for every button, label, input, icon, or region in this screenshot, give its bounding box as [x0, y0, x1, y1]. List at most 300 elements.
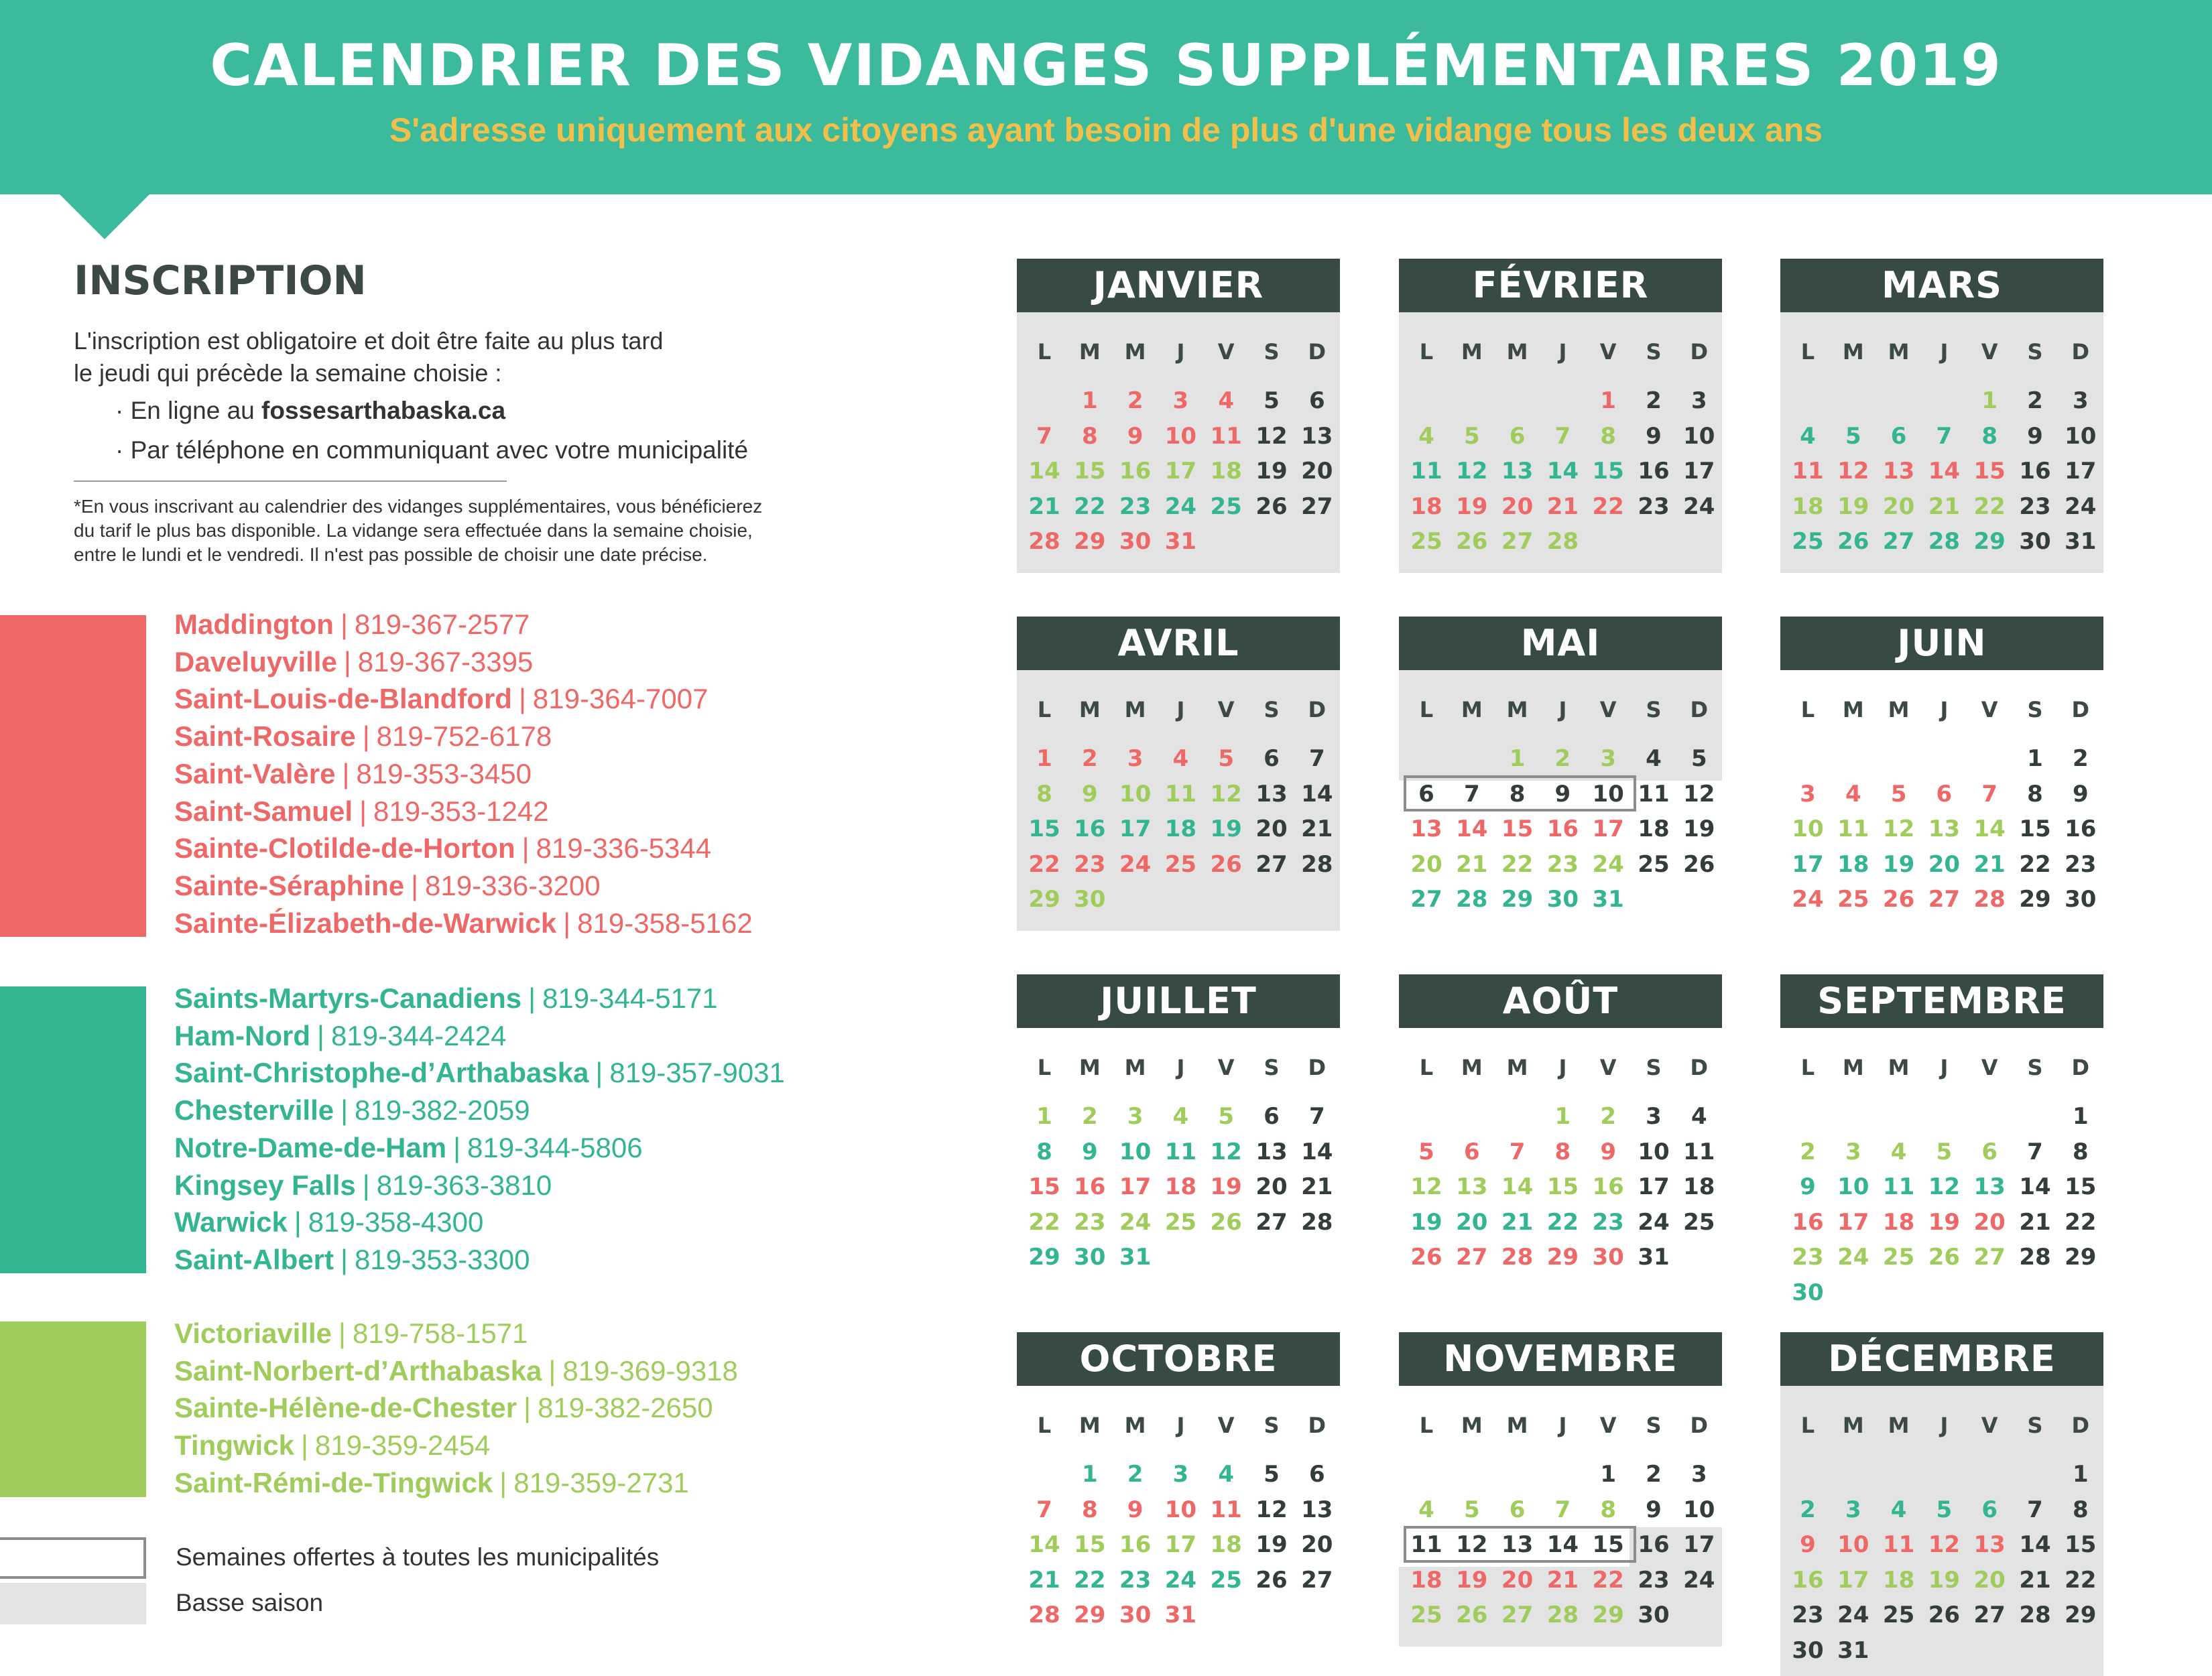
day-cell[interactable]: 16 [1792, 1208, 1824, 1236]
day-cell[interactable]: 1 [2072, 1461, 2089, 1488]
day-cell[interactable]: 19 [1255, 1531, 1288, 1559]
day-cell[interactable]: 6 [1308, 1461, 1325, 1488]
day-cell[interactable]: 9 [1646, 422, 1662, 450]
day-cell[interactable]: 2 [1646, 387, 1662, 414]
day-cell[interactable]: 13 [1928, 816, 1961, 843]
day-cell[interactable]: 16 [1638, 1531, 1670, 1559]
day-cell[interactable]: 19 [1255, 458, 1288, 485]
day-cell[interactable]: 22 [2065, 1208, 2097, 1236]
day-cell[interactable]: 1 [1554, 1103, 1571, 1130]
day-cell[interactable]: 24 [1164, 493, 1197, 520]
day-cell[interactable]: 7 [1554, 422, 1571, 450]
day-cell[interactable]: 26 [1683, 850, 1715, 878]
day-cell[interactable]: 11 [1410, 458, 1442, 485]
day-cell[interactable]: 9 [1800, 1173, 1816, 1201]
day-cell[interactable]: 28 [1973, 886, 2006, 913]
day-cell[interactable]: 3 [1691, 387, 1707, 414]
day-cell[interactable]: 9 [1554, 780, 1571, 808]
day-cell[interactable]: 17 [1119, 816, 1152, 843]
day-cell[interactable]: 11 [1410, 1531, 1442, 1559]
day-cell[interactable]: 17 [1683, 1531, 1715, 1559]
day-cell[interactable]: 31 [1837, 1637, 1869, 1664]
day-cell[interactable]: 19 [1928, 1566, 1961, 1594]
day-cell[interactable]: 4 [1218, 1461, 1235, 1488]
day-cell[interactable]: 10 [1837, 1173, 1869, 1201]
day-cell[interactable]: 4 [1691, 1103, 1707, 1130]
day-cell[interactable]: 1 [1600, 387, 1617, 414]
day-cell[interactable]: 17 [1837, 1208, 1869, 1236]
day-cell[interactable]: 23 [1119, 1566, 1152, 1594]
day-cell[interactable]: 2 [1554, 745, 1571, 772]
day-cell[interactable]: 27 [1301, 1566, 1333, 1594]
day-cell[interactable]: 8 [1981, 422, 1998, 450]
day-cell[interactable]: 7 [1036, 422, 1052, 450]
day-cell[interactable]: 16 [1119, 1531, 1152, 1559]
day-cell[interactable]: 11 [1882, 1173, 1915, 1201]
day-cell[interactable]: 4 [1890, 1138, 1907, 1165]
day-cell[interactable]: 31 [1119, 1244, 1152, 1271]
day-cell[interactable]: 1 [1981, 387, 1998, 414]
day-cell[interactable]: 5 [1264, 387, 1280, 414]
day-cell[interactable]: 15 [1074, 458, 1106, 485]
day-cell[interactable]: 15 [1074, 1531, 1106, 1559]
day-cell[interactable]: 26 [1882, 886, 1915, 913]
day-cell[interactable]: 21 [2019, 1566, 2051, 1594]
day-cell[interactable]: 4 [1172, 745, 1189, 772]
day-cell[interactable]: 14 [1546, 1531, 1579, 1559]
day-cell[interactable]: 27 [1255, 1208, 1288, 1236]
day-cell[interactable]: 12 [1928, 1173, 1961, 1201]
day-cell[interactable]: 2 [2072, 745, 2089, 772]
day-cell[interactable]: 2 [1127, 387, 1144, 414]
day-cell[interactable]: 1 [2027, 745, 2043, 772]
day-cell[interactable]: 18 [1882, 1208, 1915, 1236]
day-cell[interactable]: 14 [1301, 780, 1333, 808]
day-cell[interactable]: 13 [1255, 780, 1288, 808]
day-cell[interactable]: 28 [1456, 886, 1488, 913]
day-cell[interactable]: 21 [1456, 850, 1488, 878]
day-cell[interactable]: 18 [1882, 1566, 1915, 1594]
day-cell[interactable]: 17 [1837, 1566, 1869, 1594]
day-cell[interactable]: 20 [1501, 1566, 1534, 1594]
day-cell[interactable]: 6 [1981, 1496, 1998, 1523]
day-cell[interactable]: 12 [1928, 1531, 1961, 1559]
day-cell[interactable]: 23 [1546, 850, 1579, 878]
municipality-phone[interactable]: 819-367-2577 [354, 608, 530, 640]
day-cell[interactable]: 17 [1638, 1173, 1670, 1201]
day-cell[interactable]: 20 [1928, 850, 1961, 878]
day-cell[interactable]: 17 [1119, 1173, 1152, 1201]
day-cell[interactable]: 8 [1600, 422, 1617, 450]
day-cell[interactable]: 29 [1028, 886, 1060, 913]
day-cell[interactable]: 29 [1074, 1602, 1106, 1629]
day-cell[interactable]: 5 [1463, 422, 1480, 450]
day-cell[interactable]: 24 [1683, 493, 1715, 520]
day-cell[interactable]: 28 [1501, 1244, 1534, 1271]
day-cell[interactable]: 4 [1172, 1103, 1189, 1130]
day-cell[interactable]: 7 [1936, 422, 1953, 450]
day-cell[interactable]: 28 [1028, 1602, 1060, 1629]
day-cell[interactable]: 28 [1301, 1208, 1333, 1236]
day-cell[interactable]: 4 [1218, 387, 1235, 414]
day-cell[interactable]: 7 [2027, 1496, 2043, 1523]
day-cell[interactable]: 21 [1546, 1566, 1579, 1594]
day-cell[interactable]: 9 [1081, 780, 1098, 808]
day-cell[interactable]: 18 [1164, 1173, 1197, 1201]
day-cell[interactable]: 13 [1973, 1173, 2006, 1201]
day-cell[interactable]: 29 [1546, 1244, 1579, 1271]
day-cell[interactable]: 15 [2019, 816, 2051, 843]
day-cell[interactable]: 14 [2019, 1531, 2051, 1559]
day-cell[interactable]: 2 [1127, 1461, 1144, 1488]
day-cell[interactable]: 20 [1255, 1173, 1288, 1201]
day-cell[interactable]: 31 [2065, 528, 2097, 556]
day-cell[interactable]: 28 [1546, 1602, 1579, 1629]
day-cell[interactable]: 10 [1638, 1138, 1670, 1165]
day-cell[interactable]: 19 [1882, 850, 1915, 878]
municipality-phone[interactable]: 819-752-6178 [376, 720, 552, 753]
municipality-phone[interactable]: 819-363-3810 [376, 1169, 552, 1201]
day-cell[interactable]: 8 [1554, 1138, 1571, 1165]
day-cell[interactable]: 14 [1456, 816, 1488, 843]
day-cell[interactable]: 1 [1081, 1461, 1098, 1488]
day-cell[interactable]: 21 [1973, 850, 2006, 878]
day-cell[interactable]: 30 [1546, 886, 1579, 913]
day-cell[interactable]: 20 [1410, 850, 1442, 878]
day-cell[interactable]: 27 [1973, 1602, 2006, 1629]
day-cell[interactable]: 30 [1638, 1602, 1670, 1629]
day-cell[interactable]: 14 [1501, 1173, 1534, 1201]
day-cell[interactable]: 1 [1509, 745, 1526, 772]
day-cell[interactable]: 6 [1890, 422, 1907, 450]
day-cell[interactable]: 2 [1800, 1496, 1816, 1523]
day-cell[interactable]: 10 [1683, 1496, 1715, 1523]
day-cell[interactable]: 7 [2027, 1138, 2043, 1165]
day-cell[interactable]: 5 [1890, 780, 1907, 808]
day-cell[interactable]: 9 [1127, 1496, 1144, 1523]
day-cell[interactable]: 20 [1501, 493, 1534, 520]
municipality-phone[interactable]: 819-359-2731 [513, 1466, 689, 1498]
day-cell[interactable]: 16 [1074, 816, 1106, 843]
day-cell[interactable]: 18 [1210, 458, 1242, 485]
day-cell[interactable]: 4 [1418, 422, 1434, 450]
day-cell[interactable]: 27 [1973, 1244, 2006, 1271]
day-cell[interactable]: 1 [2072, 1103, 2089, 1130]
day-cell[interactable]: 25 [1410, 1602, 1442, 1629]
day-cell[interactable]: 10 [1837, 1531, 1869, 1559]
day-cell[interactable]: 30 [2065, 886, 2097, 913]
day-cell[interactable]: 24 [1837, 1602, 1869, 1629]
day-cell[interactable]: 3 [1172, 387, 1189, 414]
day-cell[interactable]: 9 [2072, 780, 2089, 808]
day-cell[interactable]: 30 [1074, 886, 1106, 913]
day-cell[interactable]: 29 [2019, 886, 2051, 913]
day-cell[interactable]: 13 [1973, 1531, 2006, 1559]
day-cell[interactable]: 17 [1164, 1531, 1197, 1559]
day-cell[interactable]: 11 [1210, 422, 1242, 450]
day-cell[interactable]: 18 [1792, 493, 1824, 520]
day-cell[interactable]: 15 [2065, 1173, 2097, 1201]
day-cell[interactable]: 10 [1164, 422, 1197, 450]
day-cell[interactable]: 15 [1592, 1531, 1624, 1559]
day-cell[interactable]: 1 [1036, 745, 1052, 772]
day-cell[interactable]: 26 [1456, 1602, 1488, 1629]
day-cell[interactable]: 25 [1792, 528, 1824, 556]
municipality-phone[interactable]: 819-358-4300 [308, 1206, 484, 1238]
day-cell[interactable]: 27 [1255, 850, 1288, 878]
day-cell[interactable]: 13 [1501, 1531, 1534, 1559]
day-cell[interactable]: 14 [1028, 458, 1060, 485]
day-cell[interactable]: 27 [1301, 493, 1333, 520]
day-cell[interactable]: 17 [1792, 850, 1824, 878]
day-cell[interactable]: 4 [1418, 1496, 1434, 1523]
day-cell[interactable]: 27 [1410, 886, 1442, 913]
day-cell[interactable]: 3 [1845, 1138, 1861, 1165]
day-cell[interactable]: 5 [1691, 745, 1707, 772]
day-cell[interactable]: 21 [1928, 493, 1961, 520]
day-cell[interactable]: 24 [1592, 850, 1624, 878]
day-cell[interactable]: 13 [1501, 458, 1534, 485]
day-cell[interactable]: 27 [1501, 1602, 1534, 1629]
day-cell[interactable]: 18 [1410, 493, 1442, 520]
day-cell[interactable]: 29 [1592, 1602, 1624, 1629]
day-cell[interactable]: 23 [2019, 493, 2051, 520]
day-cell[interactable]: 22 [1028, 850, 1060, 878]
day-cell[interactable]: 26 [1255, 493, 1288, 520]
day-cell[interactable]: 2 [1081, 745, 1098, 772]
day-cell[interactable]: 22 [1592, 1566, 1624, 1594]
day-cell[interactable]: 23 [2065, 850, 2097, 878]
day-cell[interactable]: 31 [1164, 1602, 1197, 1629]
day-cell[interactable]: 30 [1592, 1244, 1624, 1271]
day-cell[interactable]: 13 [1301, 1496, 1333, 1523]
municipality-phone[interactable]: 819-344-5171 [542, 982, 718, 1014]
municipality-phone[interactable]: 819-353-3300 [354, 1243, 530, 1275]
day-cell[interactable]: 23 [1074, 850, 1106, 878]
day-cell[interactable]: 23 [1792, 1602, 1824, 1629]
day-cell[interactable]: 8 [2072, 1496, 2089, 1523]
day-cell[interactable]: 6 [1308, 387, 1325, 414]
day-cell[interactable]: 9 [1081, 1138, 1098, 1165]
day-cell[interactable]: 31 [1164, 528, 1197, 556]
day-cell[interactable]: 13 [1882, 458, 1915, 485]
day-cell[interactable]: 12 [1882, 816, 1915, 843]
day-cell[interactable]: 23 [1638, 493, 1670, 520]
day-cell[interactable]: 20 [1255, 816, 1288, 843]
day-cell[interactable]: 10 [1592, 780, 1624, 808]
day-cell[interactable]: 23 [1119, 493, 1152, 520]
day-cell[interactable]: 13 [1301, 422, 1333, 450]
day-cell[interactable]: 29 [1074, 528, 1106, 556]
day-cell[interactable]: 8 [1036, 1138, 1052, 1165]
day-cell[interactable]: 24 [2065, 493, 2097, 520]
day-cell[interactable]: 9 [2027, 422, 2043, 450]
day-cell[interactable]: 25 [1164, 850, 1197, 878]
day-cell[interactable]: 22 [1074, 493, 1106, 520]
day-cell[interactable]: 2 [2027, 387, 2043, 414]
day-cell[interactable]: 3 [1172, 1461, 1189, 1488]
day-cell[interactable]: 30 [1119, 528, 1152, 556]
day-cell[interactable]: 25 [1164, 1208, 1197, 1236]
day-cell[interactable]: 13 [1255, 1138, 1288, 1165]
day-cell[interactable]: 3 [1800, 780, 1816, 808]
day-cell[interactable]: 5 [1936, 1138, 1953, 1165]
day-cell[interactable]: 2 [1081, 1103, 1098, 1130]
day-cell[interactable]: 15 [1501, 816, 1534, 843]
day-cell[interactable]: 22 [2065, 1566, 2097, 1594]
day-cell[interactable]: 30 [1792, 1637, 1824, 1664]
day-cell[interactable]: 26 [1255, 1566, 1288, 1594]
day-cell[interactable]: 15 [1546, 1173, 1579, 1201]
day-cell[interactable]: 11 [1882, 1531, 1915, 1559]
day-cell[interactable]: 12 [1456, 458, 1488, 485]
day-cell[interactable]: 11 [1164, 1138, 1197, 1165]
day-cell[interactable]: 16 [2065, 816, 2097, 843]
day-cell[interactable]: 5 [1218, 1103, 1235, 1130]
day-cell[interactable]: 6 [1509, 1496, 1526, 1523]
day-cell[interactable]: 22 [1592, 493, 1624, 520]
day-cell[interactable]: 6 [1264, 1103, 1280, 1130]
day-cell[interactable]: 20 [1973, 1208, 2006, 1236]
day-cell[interactable]: 29 [1028, 1244, 1060, 1271]
day-cell[interactable]: 11 [1210, 1496, 1242, 1523]
day-cell[interactable]: 14 [1546, 458, 1579, 485]
municipality-phone[interactable]: 819-336-3200 [425, 869, 601, 901]
day-cell[interactable]: 7 [1308, 745, 1325, 772]
day-cell[interactable]: 30 [1119, 1602, 1152, 1629]
day-cell[interactable]: 2 [1646, 1461, 1662, 1488]
day-cell[interactable]: 25 [1882, 1244, 1915, 1271]
day-cell[interactable]: 19 [1210, 1173, 1242, 1201]
day-cell[interactable]: 12 [1683, 780, 1715, 808]
day-cell[interactable]: 9 [1127, 422, 1144, 450]
day-cell[interactable]: 5 [1936, 1496, 1953, 1523]
day-cell[interactable]: 8 [1036, 780, 1052, 808]
municipality-phone[interactable]: 819-369-9318 [562, 1354, 738, 1387]
day-cell[interactable]: 25 [1410, 528, 1442, 556]
day-cell[interactable]: 16 [1546, 816, 1579, 843]
municipality-phone[interactable]: 819-344-5806 [467, 1131, 643, 1163]
day-cell[interactable]: 8 [2072, 1138, 2089, 1165]
day-cell[interactable]: 15 [1028, 816, 1060, 843]
day-cell[interactable]: 3 [1646, 1103, 1662, 1130]
day-cell[interactable]: 16 [1119, 458, 1152, 485]
day-cell[interactable]: 12 [1210, 1138, 1242, 1165]
day-cell[interactable]: 18 [1683, 1173, 1715, 1201]
day-cell[interactable]: 30 [1074, 1244, 1106, 1271]
day-cell[interactable]: 26 [1837, 528, 1869, 556]
day-cell[interactable]: 24 [1683, 1566, 1715, 1594]
day-cell[interactable]: 28 [1928, 528, 1961, 556]
day-cell[interactable]: 1 [1081, 387, 1098, 414]
day-cell[interactable]: 13 [1456, 1173, 1488, 1201]
municipality-phone[interactable]: 819-367-3395 [357, 645, 534, 678]
day-cell[interactable]: 3 [1127, 745, 1144, 772]
day-cell[interactable]: 16 [1792, 1566, 1824, 1594]
day-cell[interactable]: 11 [1638, 780, 1670, 808]
day-cell[interactable]: 4 [1845, 780, 1861, 808]
day-cell[interactable]: 19 [1410, 1208, 1442, 1236]
day-cell[interactable]: 18 [1837, 850, 1869, 878]
day-cell[interactable]: 14 [2019, 1173, 2051, 1201]
municipality-phone[interactable]: 819-336-5344 [536, 832, 712, 864]
day-cell[interactable]: 18 [1638, 816, 1670, 843]
day-cell[interactable]: 18 [1410, 1566, 1442, 1594]
day-cell[interactable]: 21 [2019, 1208, 2051, 1236]
day-cell[interactable]: 23 [1074, 1208, 1106, 1236]
day-cell[interactable]: 6 [1509, 422, 1526, 450]
day-cell[interactable]: 23 [1792, 1244, 1824, 1271]
day-cell[interactable]: 16 [2019, 458, 2051, 485]
day-cell[interactable]: 6 [1418, 780, 1434, 808]
day-cell[interactable]: 14 [1028, 1531, 1060, 1559]
day-cell[interactable]: 18 [1210, 1531, 1242, 1559]
day-cell[interactable]: 25 [1638, 850, 1670, 878]
day-cell[interactable]: 25 [1210, 1566, 1242, 1594]
municipality-phone[interactable]: 819-353-1242 [373, 795, 549, 827]
day-cell[interactable]: 16 [1592, 1173, 1624, 1201]
day-cell[interactable]: 3 [1691, 1461, 1707, 1488]
day-cell[interactable]: 9 [1646, 1496, 1662, 1523]
day-cell[interactable]: 10 [1683, 422, 1715, 450]
day-cell[interactable]: 30 [1792, 1279, 1824, 1306]
day-cell[interactable]: 17 [2065, 458, 2097, 485]
day-cell[interactable]: 8 [2027, 780, 2043, 808]
day-cell[interactable]: 28 [1301, 850, 1333, 878]
day-cell[interactable]: 4 [1890, 1496, 1907, 1523]
day-cell[interactable]: 5 [1218, 745, 1235, 772]
day-cell[interactable]: 12 [1255, 422, 1288, 450]
day-cell[interactable]: 27 [1456, 1244, 1488, 1271]
website-link[interactable]: fossesarthabaska.ca [261, 397, 506, 424]
day-cell[interactable]: 10 [1164, 1496, 1197, 1523]
day-cell[interactable]: 5 [1264, 1461, 1280, 1488]
day-cell[interactable]: 17 [1164, 458, 1197, 485]
day-cell[interactable]: 25 [1882, 1602, 1915, 1629]
day-cell[interactable]: 30 [2019, 528, 2051, 556]
day-cell[interactable]: 22 [1028, 1208, 1060, 1236]
municipality-phone[interactable]: 819-758-1571 [352, 1317, 528, 1349]
day-cell[interactable]: 26 [1928, 1602, 1961, 1629]
day-cell[interactable]: 25 [1837, 886, 1869, 913]
day-cell[interactable]: 21 [1028, 1566, 1060, 1594]
day-cell[interactable]: 14 [1928, 458, 1961, 485]
day-cell[interactable]: 12 [1410, 1173, 1442, 1201]
municipality-phone[interactable]: 819-353-3450 [356, 757, 532, 789]
day-cell[interactable]: 28 [1546, 528, 1579, 556]
day-cell[interactable]: 24 [1638, 1208, 1670, 1236]
day-cell[interactable]: 8 [1600, 1496, 1617, 1523]
day-cell[interactable]: 29 [1501, 886, 1534, 913]
day-cell[interactable]: 10 [1792, 816, 1824, 843]
day-cell[interactable]: 25 [1210, 493, 1242, 520]
day-cell[interactable]: 31 [1592, 886, 1624, 913]
day-cell[interactable]: 10 [1119, 1138, 1152, 1165]
day-cell[interactable]: 12 [1255, 1496, 1288, 1523]
municipality-phone[interactable]: 819-382-2650 [538, 1392, 713, 1424]
day-cell[interactable]: 10 [2065, 422, 2097, 450]
day-cell[interactable]: 29 [1973, 528, 2006, 556]
day-cell[interactable]: 21 [1301, 1173, 1333, 1201]
day-cell[interactable]: 22 [1546, 1208, 1579, 1236]
day-cell[interactable]: 23 [1638, 1566, 1670, 1594]
day-cell[interactable]: 20 [1973, 1566, 2006, 1594]
day-cell[interactable]: 4 [1646, 745, 1662, 772]
day-cell[interactable]: 14 [1973, 816, 2006, 843]
day-cell[interactable]: 16 [1074, 1173, 1106, 1201]
day-cell[interactable]: 3 [2072, 387, 2089, 414]
municipality-phone[interactable]: 819-344-2424 [330, 1019, 507, 1051]
